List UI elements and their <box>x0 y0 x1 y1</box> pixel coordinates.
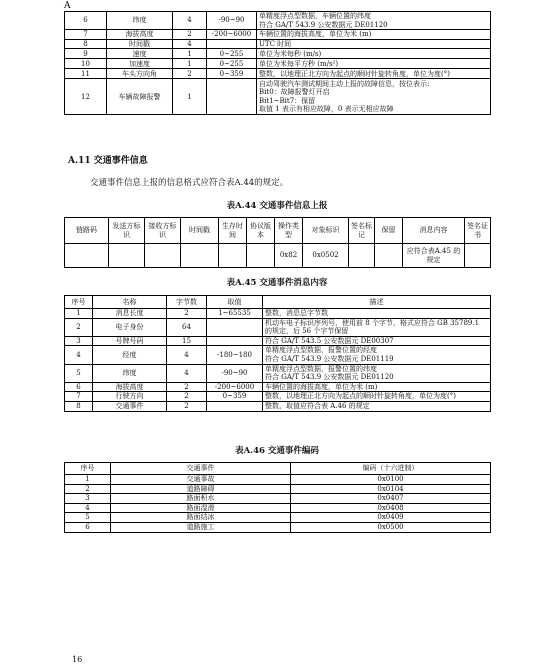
row-number-cell: 7 <box>65 392 93 402</box>
table-cell: 0x0100 <box>291 475 491 485</box>
table-row <box>65 522 491 532</box>
table-row <box>65 484 491 494</box>
field-name-cell: 号牌号码 <box>93 336 167 346</box>
value-range-cell <box>207 318 263 336</box>
description-line: 单精度浮点型数据，报警位置的纬度 <box>265 364 377 373</box>
table-vehicle-status-continued <box>64 11 491 115</box>
page-number: 16 <box>72 655 83 664</box>
value-range-cell: -90~90 <box>207 12 257 30</box>
description-line: 车辆位置的海拔高度，单位为米 (m) <box>265 382 378 391</box>
description-cell <box>263 309 491 319</box>
byte-count-cell: 2 <box>167 309 207 319</box>
column-header: 协议版本 <box>247 218 275 244</box>
description-line: 单精度浮点型数据，报警位置的经度 <box>265 346 377 355</box>
table-cell <box>145 244 181 268</box>
byte-count-cell: 4 <box>167 346 207 364</box>
table-45-traffic-event-content <box>64 295 491 412</box>
table-cell: 路面湿滑 <box>111 503 291 513</box>
column-header: 编码（十六进制） <box>291 463 491 475</box>
table-row <box>65 364 491 382</box>
description-line: 自动驾驶汽车测试期间主动上报的故障信息，按位表示: <box>259 79 430 88</box>
table-row <box>65 30 491 40</box>
byte-count-cell: 1 <box>173 59 207 69</box>
field-name-cell: 车辆故障报警 <box>107 79 173 115</box>
column-header: 对象标识 <box>303 218 349 244</box>
description-line: 符合 GA/T 543.9 公安数据元 DE01120 <box>265 373 394 382</box>
column-header: 序号 <box>65 463 111 475</box>
value-range-cell: -200~6000 <box>207 30 257 40</box>
description-line: 整数，消息总字节数 <box>265 309 328 317</box>
column-header: 操作类型 <box>275 218 303 244</box>
row-number-cell: 11 <box>65 69 107 79</box>
description-line: 单精度浮点型数据，车辆位置的纬度 <box>259 12 371 20</box>
value-range-cell: -180~180 <box>207 346 263 364</box>
table-46-traffic-event-codes <box>64 462 491 533</box>
table-row <box>65 346 491 364</box>
column-header: 接收方标识 <box>145 218 181 244</box>
table-row <box>65 494 491 504</box>
table-cell <box>375 244 403 268</box>
table-cell: 0x0408 <box>291 503 491 513</box>
column-header: 序号 <box>65 296 93 309</box>
table-cell <box>219 244 247 268</box>
description-cell <box>257 30 491 40</box>
row-number-cell: 10 <box>65 59 107 69</box>
table-cell: 0x82 <box>275 244 303 268</box>
column-header: 交通事件 <box>111 463 291 475</box>
table-cell <box>181 244 219 268</box>
description-line: 符合 GA/T 543.9 公安数据元 DE01119 <box>265 354 394 363</box>
table-row <box>65 309 491 319</box>
description-cell <box>257 12 491 30</box>
column-header: 保留 <box>375 218 403 244</box>
value-range-cell: -200~6000 <box>207 382 263 392</box>
table-44-caption: 表A.44 交通事件信息上报 <box>226 201 328 211</box>
column-header: 消息内容 <box>403 218 465 244</box>
table-cell: 应符合表A.45 的规定 <box>403 244 465 268</box>
table-row <box>65 59 491 69</box>
column-header: 签名标记 <box>349 218 375 244</box>
field-name-cell: 时间戳 <box>107 39 173 49</box>
field-name-cell: 交通事件 <box>93 401 167 411</box>
table-cell: 道路施工 <box>111 522 291 532</box>
row-number-cell: 7 <box>65 30 107 40</box>
field-name-cell: 行驶方向 <box>93 392 167 402</box>
field-name-cell: 车头方向角 <box>107 69 173 79</box>
row-number-cell: 1 <box>65 309 93 319</box>
table-row <box>65 12 491 30</box>
value-range-cell: 0~255 <box>207 59 257 69</box>
description-line: 机动车电子标识序列号，使用前 8 个字节，格式应符合 GB 35789.1 <box>265 318 480 327</box>
description-cell <box>263 318 491 336</box>
description-cell <box>257 69 491 79</box>
table-cell <box>349 244 375 268</box>
description-cell <box>257 59 491 69</box>
value-range-cell: 0~359 <box>207 392 263 402</box>
table-cell: 路面结冰 <box>111 513 291 523</box>
row-number-cell: 4 <box>65 346 93 364</box>
value-range-cell <box>207 39 257 49</box>
column-header: 描述 <box>263 296 491 309</box>
description-line: 整数，取值应符合表 A.46 的规定 <box>265 401 370 410</box>
table-cell: 5 <box>65 513 111 523</box>
value-range-cell: 1~65535 <box>207 309 263 319</box>
byte-count-cell: 2 <box>167 401 207 411</box>
field-name-cell: 经度 <box>93 346 167 364</box>
value-range-cell: 0~359 <box>207 69 257 79</box>
table-cell: 4 <box>65 503 111 513</box>
byte-count-cell: 2 <box>167 392 207 402</box>
table-44-traffic-event-report <box>64 217 491 268</box>
description-line: 车辆位置的海拔高度，单位为米 (m) <box>259 30 372 39</box>
value-range-cell <box>207 336 263 346</box>
section-paragraph: 交通事件信息上报的信息格式应符合表A.44的规定。 <box>90 178 289 188</box>
table-cell: 0x0409 <box>291 513 491 523</box>
row-number-cell: 3 <box>65 336 93 346</box>
table-45-caption: 表A.45 交通事件消息内容 <box>226 278 328 288</box>
table-cell <box>109 244 145 268</box>
description-line: UTC 时间 <box>259 39 292 48</box>
description-cell <box>263 364 491 382</box>
description-cell <box>263 392 491 402</box>
row-number-cell: 8 <box>65 39 107 49</box>
field-name-cell: 速度 <box>107 49 173 59</box>
description-line: Bit1~Bit7：保留 <box>259 96 316 105</box>
row-number-cell: 2 <box>65 318 93 336</box>
table-row <box>65 392 491 402</box>
row-number-cell: 9 <box>65 49 107 59</box>
table-row <box>65 382 491 392</box>
value-range-cell <box>207 401 263 411</box>
table-cell <box>247 244 275 268</box>
table-row <box>65 513 491 523</box>
table-row <box>65 318 491 336</box>
column-header: 时间戳 <box>181 218 219 244</box>
row-number-cell: 5 <box>65 364 93 382</box>
table-row <box>65 503 491 513</box>
description-line: 整数，以地理正北方向为起点的顺时针旋转角度，单位为度(°) <box>259 69 450 78</box>
column-header: 字节数 <box>167 296 207 309</box>
value-range-cell: 0~255 <box>207 49 257 59</box>
table-cell: 0x0502 <box>303 244 349 268</box>
description-line: 取值 1 表示有相应故障，0 表示无相应故障 <box>259 105 394 114</box>
row-number-cell: 6 <box>65 382 93 392</box>
description-line: 整数，以地理正北方向为起点的顺时针旋转角度，单位为度(°) <box>265 392 456 401</box>
column-header: 名称 <box>93 296 167 309</box>
table-cell <box>65 244 109 268</box>
description-line: 单位为米每平方秒 (m/s²) <box>259 59 339 68</box>
table-cell: 路面积水 <box>111 494 291 504</box>
byte-count-cell: 4 <box>167 364 207 382</box>
description-cell <box>263 401 491 411</box>
table-cell: 1 <box>65 475 111 485</box>
table-row <box>65 69 491 79</box>
column-header: 签名证书 <box>465 218 491 244</box>
field-name-cell: 海拔高度 <box>107 30 173 40</box>
table-cell: 道路障碍 <box>111 484 291 494</box>
description-cell <box>257 49 491 59</box>
description-line: Bit0：故障报警灯开启 <box>259 88 330 97</box>
byte-count-cell: 1 <box>173 49 207 59</box>
section-title: A.11 交通事件信息 <box>68 156 148 166</box>
field-name-cell: 纬度 <box>107 12 173 30</box>
description-cell <box>257 79 491 115</box>
field-name-cell: 加速度 <box>107 59 173 69</box>
field-name-cell: 电子身份 <box>93 318 167 336</box>
column-header: 生存时间 <box>219 218 247 244</box>
field-name-cell: 海拔高度 <box>93 382 167 392</box>
table-cell: 交通事故 <box>111 475 291 485</box>
byte-count-cell: 2 <box>173 69 207 79</box>
description-cell <box>263 336 491 346</box>
description-line: 符合 GA/T 543.9 公安数据元 DE01120 <box>259 20 388 29</box>
table-row <box>65 49 491 59</box>
table-row <box>65 39 491 49</box>
table-cell: 6 <box>65 522 111 532</box>
value-range-cell <box>207 79 257 115</box>
table-cell: 0x0104 <box>291 484 491 494</box>
description-cell <box>263 346 491 364</box>
value-range-cell: -90~90 <box>207 364 263 382</box>
table-46-caption: 表A.46 交通事件编码 <box>235 446 319 456</box>
header-letter: A <box>64 1 71 11</box>
table-cell <box>465 244 491 268</box>
byte-count-cell: 15 <box>167 336 207 346</box>
table-row <box>65 475 491 485</box>
description-cell <box>263 382 491 392</box>
byte-count-cell: 4 <box>173 12 207 30</box>
description-line: 的规定，后 56 个字节保留 <box>265 327 349 336</box>
byte-count-cell: 1 <box>173 79 207 115</box>
table-cell: 2 <box>65 484 111 494</box>
description-cell <box>257 39 491 49</box>
byte-count-cell: 2 <box>173 30 207 40</box>
table-row <box>65 336 491 346</box>
table-row <box>65 401 491 411</box>
column-header: 发送方标识 <box>109 218 145 244</box>
field-name-cell: 消息长度 <box>93 309 167 319</box>
description-line: 单位为米每秒 (m/s) <box>259 49 322 58</box>
table-cell: 0x0407 <box>291 494 491 504</box>
table-cell: 0x0500 <box>291 522 491 532</box>
byte-count-cell: 4 <box>173 39 207 49</box>
byte-count-cell: 2 <box>167 382 207 392</box>
row-number-cell: 6 <box>65 12 107 30</box>
field-name-cell: 纬度 <box>93 364 167 382</box>
row-number-cell: 12 <box>65 79 107 115</box>
table-cell: 3 <box>65 494 111 504</box>
table-row <box>65 79 491 115</box>
description-line: 符合 GA/T 543.5 公安数据元 DE00307 <box>265 336 394 345</box>
column-header: 取值 <box>207 296 263 309</box>
row-number-cell: 8 <box>65 401 93 411</box>
column-header: 链路码 <box>65 218 109 244</box>
byte-count-cell: 64 <box>167 318 207 336</box>
